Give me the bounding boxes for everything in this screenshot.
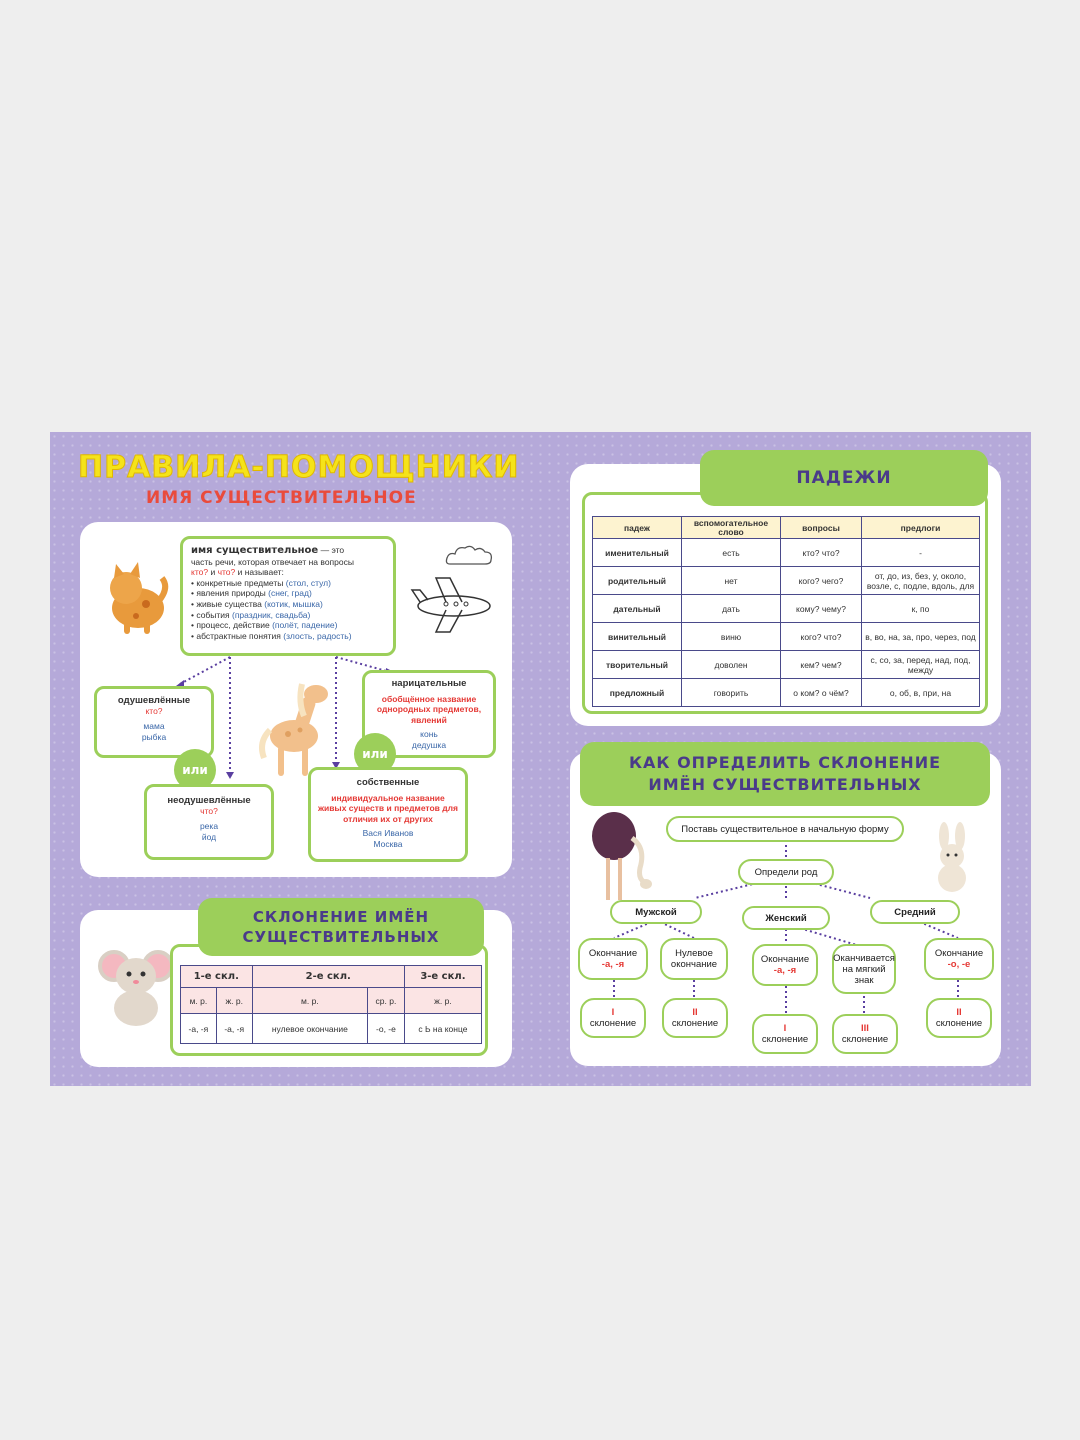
and-word: и [208,567,218,578]
table-row: родительный нет кого? чего? от, до, из, без, у, около, возле, с, подле, вдоль, для [593,567,980,595]
table-cell: -о, -е [368,1014,405,1044]
inanimate-question: что? [200,806,218,816]
ending-soft-sign: Оканчивается на мягкий знак [832,944,896,994]
result-declension-3: III склонение [832,1014,898,1054]
animate-example: мама [143,721,165,731]
mouse-illustration [98,932,176,1028]
animate-box [94,686,214,758]
table-cell: м. р. [181,988,217,1014]
common-example: дедушка [411,739,447,750]
or-badge: или [354,733,396,775]
ending-zero: Нулевое окончание [660,938,728,980]
gender-masculine: Мужской [610,900,702,924]
inanimate-box [144,784,274,860]
result-declension-1: I склонение [752,1014,818,1054]
list-item: • абстрактные понятия (злость, радость) [191,630,352,641]
table-header: вопросы [781,517,862,539]
declension-table [180,965,482,1044]
proper-desc: индивидуальное название живых существ и предметов для отличия их от других [317,792,459,824]
table-cell: м. р. [252,988,367,1014]
ending-aya-fem: Окончание -а, -я [752,944,818,986]
declension-card [80,910,512,1067]
table-cell: ж. р. [404,988,481,1014]
table-header: вспомогательное слово [682,517,781,539]
common-desc: обобщённое название однородных предметов, явлений [376,693,482,725]
gender-feminine: Женский [742,906,830,930]
noun-def-line: часть речи, которая отвечает на вопросы [191,556,354,567]
page-title: ПРАВИЛА-ПОМОЩНИКИ [78,450,520,485]
question-who: кто? [191,567,209,578]
table-header: предлоги [862,517,980,539]
page-subtitle: ИМЯ СУЩЕСТВИТЕЛЬНОЕ [146,488,417,508]
cases-title: ПАДЕЖИ [700,450,988,506]
how-to-title-line: ИМЁН СУЩЕСТВИТЕЛЬНЫХ [648,775,922,794]
question-what: что? [217,567,236,578]
inanimate-example: йод [201,832,217,842]
table-row: дательный дать кому? чему? к, по [593,595,980,623]
table-header: 2-е скл. [252,966,404,988]
table-row: именительный есть кто? что? - [593,539,980,567]
noun-dash: — это [318,545,345,555]
proper-example: Вася Иванов [362,828,414,838]
animate-example: рыбка [141,732,167,742]
poster [50,432,1031,1086]
ending-oe: Окончание -о, -е [924,938,994,980]
table-cell: -а, -я [181,1014,217,1044]
list-item: • процесс, действие (полёт, падение) [191,620,338,631]
table-cell: ж. р. [216,988,252,1014]
how-to-card [570,752,1001,1066]
gender-neuter: Средний [870,900,960,924]
table-cell: -а, -я [216,1014,252,1044]
or-badge: или [174,749,216,791]
table-cell: нулевое окончание [252,1014,367,1044]
animate-title: одушевлённые [117,695,191,706]
list-item: • события (праздник, свадьба) [191,609,311,620]
common-example: конь [420,729,438,739]
result-declension-2: II склонение [926,998,992,1038]
proper-noun-box [308,767,468,862]
noun-def-line3: и называет: [235,567,284,578]
result-declension-1: I склонение [580,998,646,1038]
cases-table [592,516,980,707]
result-declension-2: II склонение [662,998,728,1038]
table-header: 3-е скл. [404,966,481,988]
table-row: винительный виню кого? что? в, во, на, за, про, через, под [593,623,980,651]
how-to-title-line: КАК ОПРЕДЕЛИТЬ СКЛОНЕНИЕ [628,753,942,772]
noun-card [80,522,512,877]
noun-term: имя существительное [191,545,319,556]
declension-title: СКЛОНЕНИЕ ИМЁН СУЩЕСТВИТЕЛЬНЫХ [198,898,484,956]
table-header: 1-е скл. [181,966,253,988]
table-header: падеж [593,517,682,539]
list-item: • живые существа (котик, мышка) [191,598,323,609]
table-cell: с Ь на конце [404,1014,481,1044]
animate-question: кто? [145,706,163,716]
list-item: • конкретные предметы (стол, стул) [191,577,331,588]
list-item: • явления природы (снег, град) [191,588,312,599]
ending-aya-masc: Окончание -а, -я [578,938,648,980]
horse-illustration [258,672,336,782]
proper-example: Москва [373,838,403,849]
inanimate-title: неодушевлённые [167,795,251,806]
common-title: нарицательные [391,678,467,689]
proper-title: собственные [356,777,420,788]
table-cell: ср. р. [368,988,405,1014]
step-determine-gender: Определи род [738,859,834,885]
inanimate-example: река [199,821,219,831]
table-row: творительный доволен кем? чем? с, со, за, перед, над, под, между [593,651,980,679]
table-row: предложный говорить о ком? о чём? о, об, в, при, на [593,679,980,707]
cases-card [570,464,1001,726]
step-initial-form: Поставь существительное в начальную форму [666,816,904,842]
